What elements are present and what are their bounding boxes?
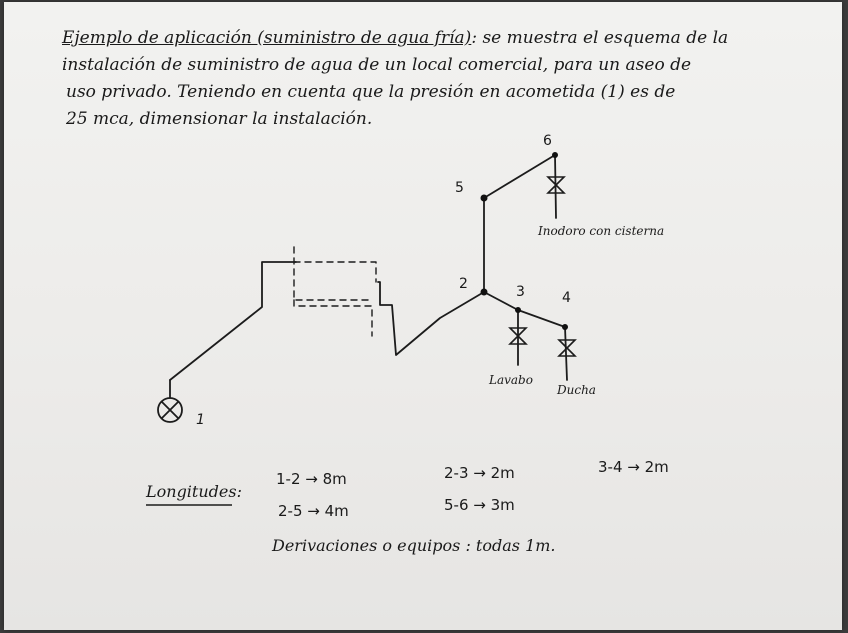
node-4-dot [562, 324, 568, 330]
lengths-heading: Longitudes: [146, 482, 242, 501]
length-2-5: 2-5 → 4m [278, 502, 349, 520]
statement-title: Ejemplo de aplicación (suministro de agua fría) [62, 28, 472, 48]
node-label-4: 4 [562, 290, 571, 306]
length-1-2: 1-2 → 8m [276, 470, 347, 488]
statement-line-4: 25 mca, dimensionar la instalación. [66, 109, 373, 129]
fixture-lavabo-label: Lavabo [489, 373, 533, 387]
meter-icon [158, 398, 182, 422]
length-2-3: 2-3 → 2m [444, 464, 515, 482]
node-6-dot [552, 152, 558, 158]
node-label-1: 1 [196, 412, 205, 428]
fixture-inodoro-label: Inodoro con cisterna [538, 224, 665, 238]
statement-line-3: uso privado. Teniendo en cuenta que la presión en acometida (1) es de [66, 82, 676, 102]
lengths-note: Derivaciones o equipos : todas 1m. [272, 536, 556, 555]
node-5-dot [481, 195, 488, 202]
pipe-ducha [565, 327, 567, 380]
node-label-6: 6 [543, 133, 552, 149]
node-label-2: 2 [459, 276, 468, 292]
node-label-3: 3 [516, 284, 525, 300]
pipe-5-6 [484, 155, 555, 198]
statement-line-2: instalación de suministro de agua de un local comercial, para un aseo de [62, 55, 692, 75]
fixture-ducha-label: Ducha [557, 383, 596, 397]
statement-line-1-rest: : se muestra el esquema de la [471, 28, 729, 48]
node-3-dot [515, 307, 521, 313]
pipe-1-2 [170, 262, 484, 380]
node-label-5: 5 [455, 180, 464, 196]
length-5-6: 5-6 → 3m [444, 496, 515, 514]
wall-outline [294, 247, 376, 336]
length-3-4: 3-4 → 2m [598, 458, 669, 476]
valve-ducha-icon [559, 340, 575, 356]
node-2-dot [481, 289, 488, 296]
